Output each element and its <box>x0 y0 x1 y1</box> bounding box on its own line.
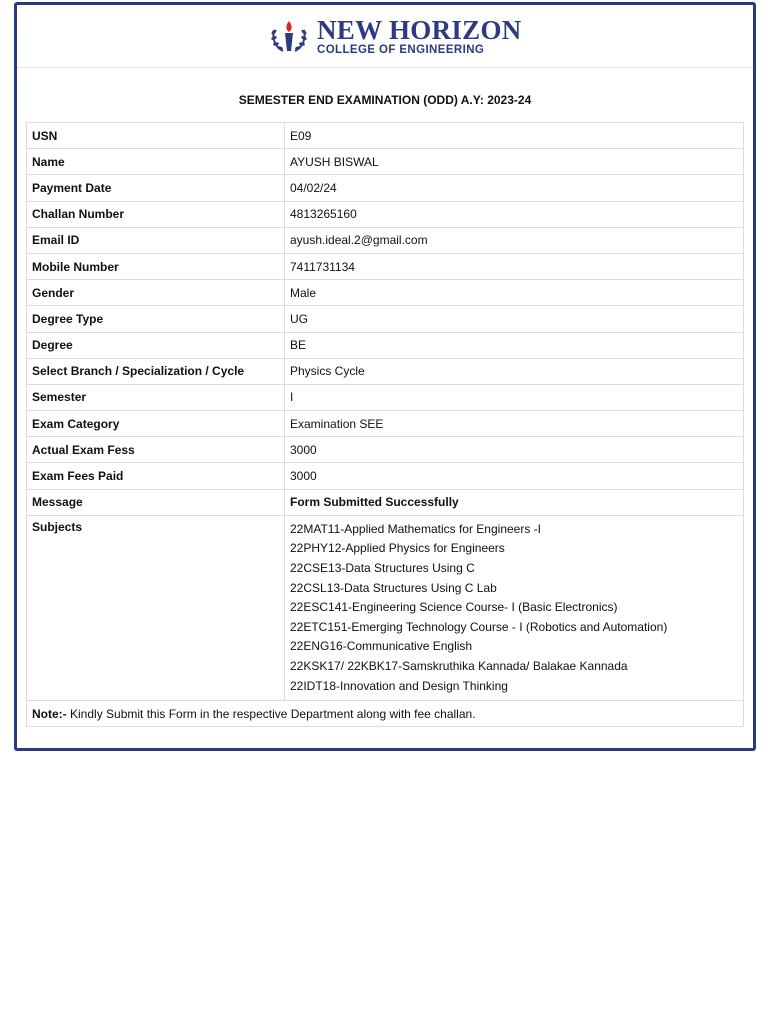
subject-item: 22CSL13-Data Structures Using C Lab <box>290 580 497 595</box>
row-value: UG <box>285 306 744 332</box>
table-row-payment-date <box>27 175 744 201</box>
student-info-table <box>26 122 744 727</box>
subject-item: 22ESC141-Engineering Science Course- I (Basic Electronics) <box>290 600 618 615</box>
subject-item: 22PHY12-Applied Physics for Engineers <box>290 541 505 556</box>
table-row-challan-number <box>27 201 744 227</box>
table-row-semester <box>27 384 744 410</box>
row-value: I <box>285 384 744 410</box>
subjects-list <box>285 515 744 700</box>
row-value: 7411731134 <box>285 253 744 279</box>
table-row-usn <box>27 123 744 149</box>
row-value: AYUSH BISWAL <box>285 149 744 175</box>
note-row <box>27 701 744 727</box>
college-subtitle: COLLEGE OF ENGINEERING <box>317 44 485 57</box>
row-label: Exam Category <box>27 411 285 437</box>
table-row-degree <box>27 332 744 358</box>
table-row-mobile <box>27 253 744 279</box>
subject-item: 22ETC151-Emerging Technology Course - I (Robotics and Automation) <box>290 619 668 634</box>
row-label: Gender <box>27 280 285 306</box>
row-label: Exam Fees Paid <box>27 463 285 489</box>
table-row-message <box>27 489 744 515</box>
row-value: Examination SEE <box>285 411 744 437</box>
row-label: Degree Type <box>27 306 285 332</box>
note-label: Note:- <box>32 706 67 721</box>
college-name: NEW HORIZON <box>317 15 522 46</box>
row-label: Message <box>27 489 285 515</box>
row-label: Mobile Number <box>27 253 285 279</box>
row-value: 04/02/24 <box>285 175 744 201</box>
row-label: Degree <box>27 332 285 358</box>
row-label: Semester <box>27 384 285 410</box>
exam-title: SEMESTER END EXAMINATION (ODD) A.Y: 2023-24 <box>238 93 532 107</box>
status-message: Form Submitted Successfully <box>285 489 744 515</box>
row-value: Physics Cycle <box>285 358 744 384</box>
row-label: Payment Date <box>27 175 285 201</box>
subject-item: 22ENG16-Communicative English <box>290 639 473 654</box>
row-value: E09 <box>285 123 744 149</box>
table-row-exam-category <box>27 411 744 437</box>
torch-emblem-icon <box>267 17 311 57</box>
table-row-name <box>27 149 744 175</box>
row-label: Name <box>27 149 285 175</box>
note-cell <box>27 701 744 727</box>
table-row-gender <box>27 280 744 306</box>
row-label: Subjects <box>27 515 285 700</box>
row-value: 3000 <box>285 463 744 489</box>
note-text: Kindly Submit this Form in the respective Department along with fee challan. <box>66 706 476 721</box>
header <box>17 5 753 68</box>
table-row-subjects <box>27 515 744 700</box>
row-value: 4813265160 <box>285 201 744 227</box>
row-label: Select Branch / Specialization / Cycle <box>27 358 285 384</box>
row-value: ayush.ideal.2@gmail.com <box>285 227 744 253</box>
row-label: USN <box>27 123 285 149</box>
table-row-actual-exam-fees <box>27 437 744 463</box>
row-value: BE <box>285 332 744 358</box>
row-label: Challan Number <box>27 201 285 227</box>
row-label: Email ID <box>27 227 285 253</box>
college-logo <box>267 17 522 57</box>
subject-item: 22IDT18-Innovation and Design Thinking <box>290 678 508 693</box>
table-row-email <box>27 227 744 253</box>
row-label: Actual Exam Fess <box>27 437 285 463</box>
subject-item: 22KSK17/ 22KBK17-Samskruthika Kannada/ Balakae Kannada <box>290 658 628 673</box>
subject-item: 22CSE13-Data Structures Using C <box>290 561 475 575</box>
receipt-frame <box>14 2 756 751</box>
table-row-exam-fees-paid <box>27 463 744 489</box>
subject-item: 22MAT11-Applied Mathematics for Engineers -I <box>290 521 541 536</box>
table-row-degree-type <box>27 306 744 332</box>
row-value: 3000 <box>285 437 744 463</box>
table-row-branch <box>27 358 744 384</box>
row-value: Male <box>285 280 744 306</box>
